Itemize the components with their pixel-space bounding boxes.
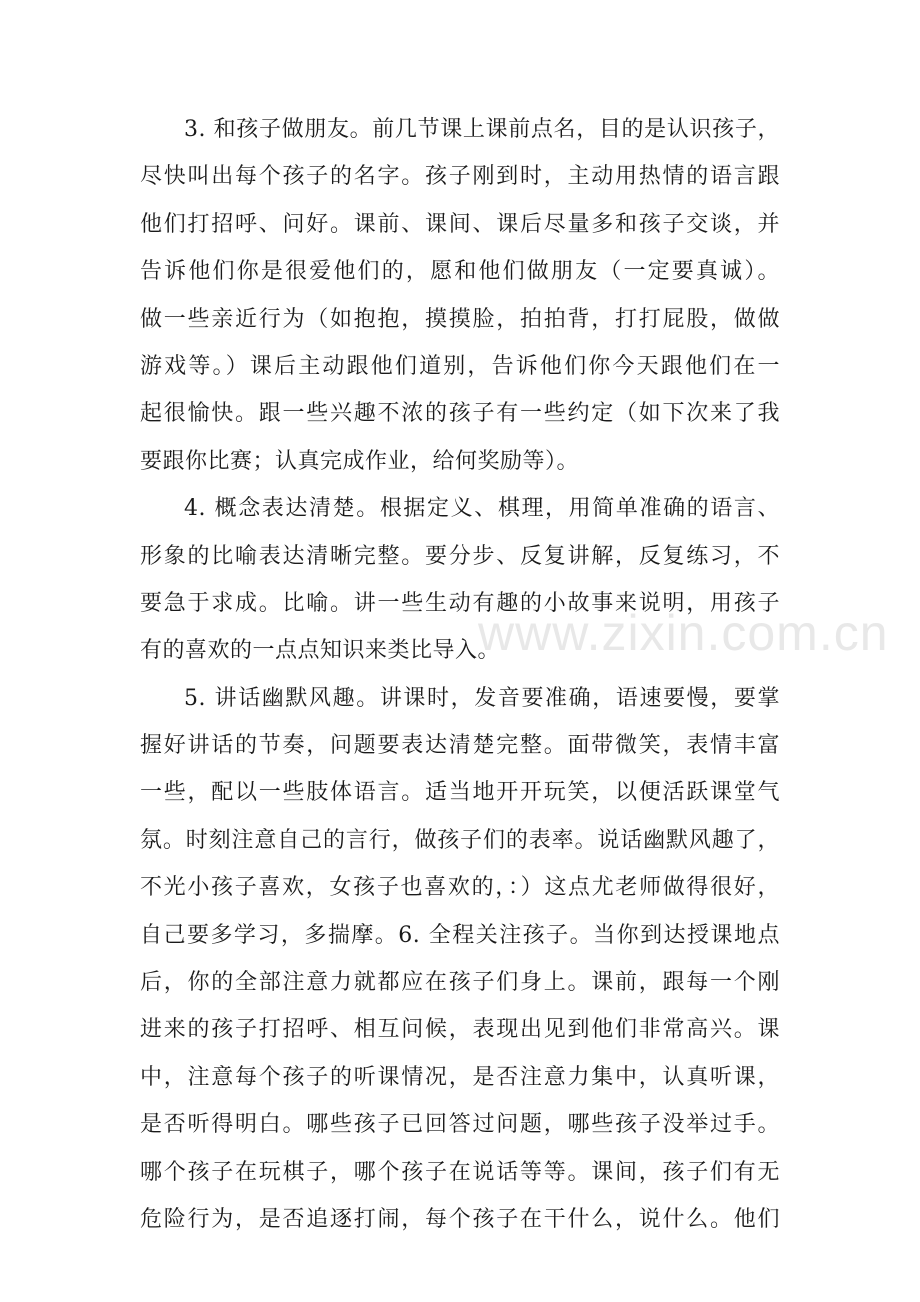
paragraph-3-line-4: 告诉他们你是很爱他们的，愿和他们做朋友（一定要真诚）。 [140, 259, 780, 285]
paragraph-5-line-10: 是否听得明白。哪些孩子已回答过问题，哪些孩子没举过手。 [140, 1112, 780, 1138]
paragraph-5-line-1: 5. 讲话幽默风趣。讲课时，发音要准确，语速要慢，要掌 [184, 685, 780, 711]
paragraph-5-line-6: 自己要多学习，多揣摩。6. 全程关注孩子。当你到达授课地点 [140, 922, 780, 948]
paragraph-3-line-7: 起很愉快。跟一些兴趣不浓的孩子有一些约定（如下次来了我 [140, 401, 780, 427]
paragraph-3-line-8: 要跟你比赛；认真完成作业，给何奖励等）。 [140, 448, 580, 474]
document-body [140, 106, 780, 1243]
paragraph-4-line-2: 形象的比喻表达清晰完整。要分步、反复讲解，反复练习，不 [140, 543, 780, 569]
paragraph-3-line-5: 做一些亲近行为（如抱抱，摸摸脸，拍拍背，打打屁股，做做 [140, 306, 780, 332]
paragraph-3-line-6: 游戏等。）课后主动跟他们道别，告诉他们你今天跟他们在一 [140, 353, 780, 379]
paragraph-5-line-7: 后，你的全部注意力就都应在孩子们身上。课前，跟每一个刚 [140, 970, 780, 996]
paragraph-5-line-4: 氛。时刻注意自己的言行，做孩子们的表率。说话幽默风趣了， [140, 827, 780, 853]
paragraph-4-line-4: 有的喜欢的一点点知识来类比导入。 [140, 638, 501, 664]
paragraph-5-line-11: 哪个孩子在玩棋子，哪个孩子在说话等等。课间，孩子们有无 [140, 1159, 780, 1185]
watermark: www.zixin.com.cn [478, 605, 889, 661]
paragraph-3-line-1: 3. 和孩子做朋友。前几节课上课前点名，目的是认识孩子， [184, 117, 780, 142]
paragraph-3-line-2: 尽快叫出每个孩子的名字。孩子刚到时，主动用热情的语言跟 [140, 164, 780, 190]
paragraph-5-line-5: 不光小孩子喜欢，女孩子也喜欢的，：）这点尤老师做得很好， [140, 875, 780, 901]
paragraph-5-line-3: 一些，配以一些肢体语言。适当地开开玩笑，以便活跃课堂气 [140, 780, 780, 806]
paragraph-5-line-2: 握好讲话的节奏，问题要表达清楚完整。面带微笑，表情丰富 [140, 733, 780, 759]
paragraph-5-line-8: 进来的孩子打招呼、相互问候，表现出见到他们非常高兴。课 [140, 1017, 780, 1043]
paragraph-4-line-3: 要急于求成。比喻。讲一些生动有趣的小故事来说明，用孩子 [140, 590, 780, 616]
paragraph-5-line-12: 危险行为，是否追逐打闹，每个孩子在干什么，说什么。他们 [140, 1206, 780, 1232]
paragraph-4-line-1: 4. 概念表达清楚。根据定义、棋理，用简单准确的语言、 [184, 496, 780, 522]
paragraph-5-line-9: 中，注意每个孩子的听课情况，是否注意力集中，认真听课， [140, 1064, 780, 1090]
paragraph-3-line-3: 他们打招呼、问好。课前、课间、课后尽量多和孩子交谈，并 [140, 211, 780, 237]
